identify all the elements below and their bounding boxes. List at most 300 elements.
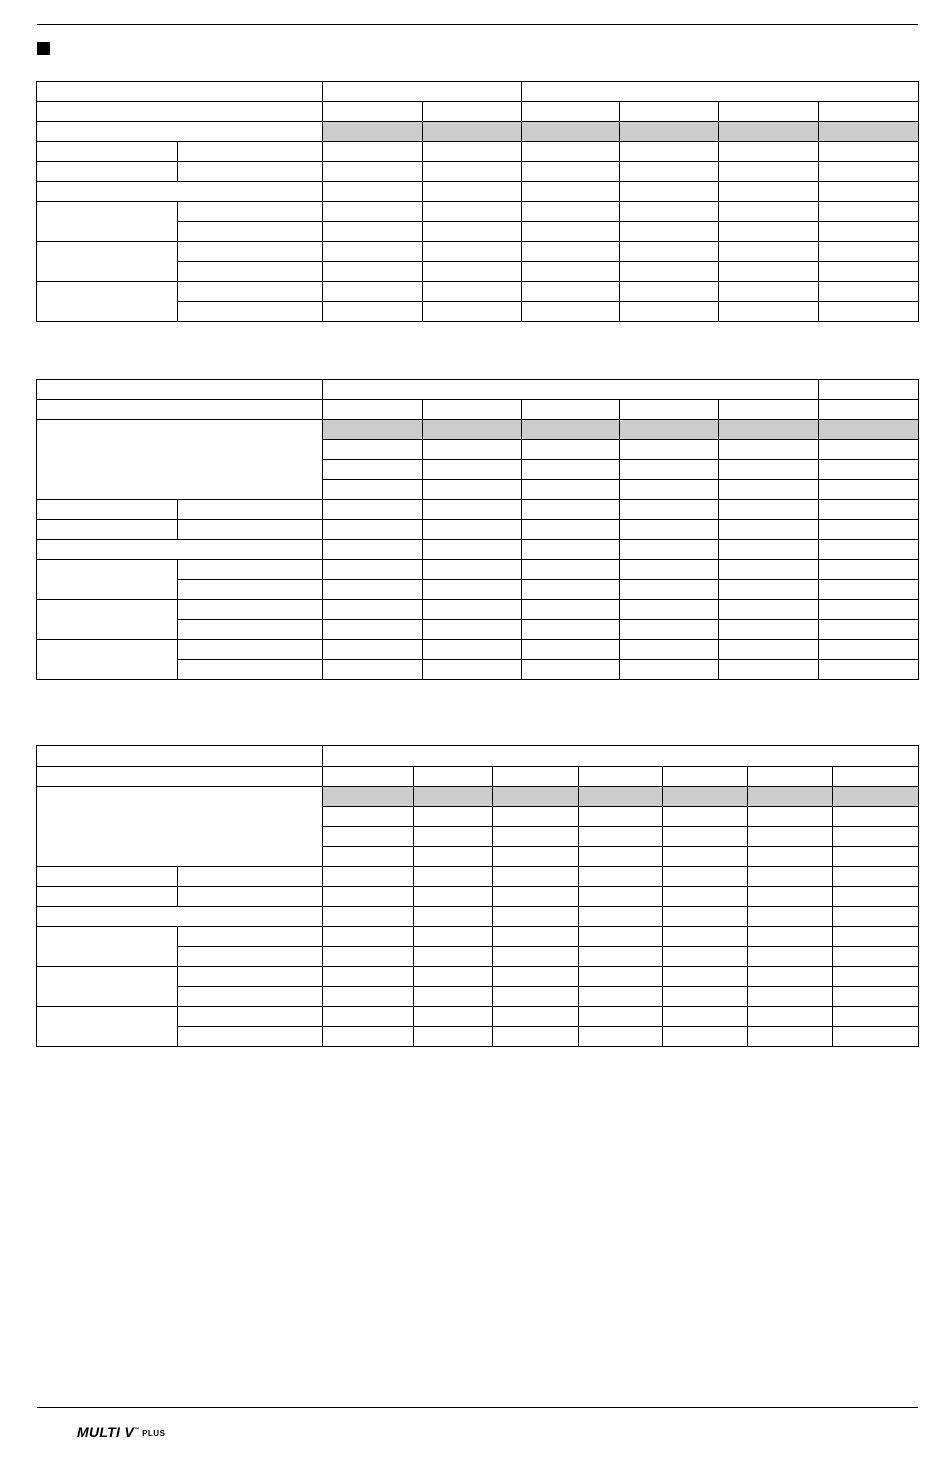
table-row: [37, 560, 919, 580]
table-cell: [819, 182, 919, 202]
table-cell-shaded: [323, 420, 423, 440]
table-cell: [620, 440, 719, 460]
table-cell: [663, 967, 748, 987]
table-cell: [323, 560, 423, 580]
table-cell: [620, 102, 719, 122]
table-cell: [414, 967, 493, 987]
table-cell: [423, 202, 522, 222]
table-cell: [414, 887, 493, 907]
table-cell: [323, 182, 423, 202]
table-cell: [719, 540, 819, 560]
table-row: [37, 380, 919, 400]
table-cell: [37, 82, 323, 102]
table-cell: [620, 242, 719, 262]
table-cell: [819, 202, 919, 222]
table-cell: [423, 600, 522, 620]
table-cell: [37, 400, 323, 420]
table-row: [37, 927, 919, 947]
table-cell: [719, 460, 819, 480]
table-cell: [423, 142, 522, 162]
table-cell: [663, 827, 748, 847]
table-cell: [37, 520, 178, 540]
table-cell: [819, 540, 919, 560]
table-cell: [522, 560, 620, 580]
table-cell: [819, 620, 919, 640]
table-cell: [719, 202, 819, 222]
table-cell: [833, 867, 919, 887]
table-cell: [37, 540, 323, 560]
table-cell: [719, 400, 819, 420]
table-cell: [323, 807, 414, 827]
table-cell: [819, 102, 919, 122]
table-cell: [493, 827, 579, 847]
table-cell: [620, 262, 719, 282]
table-cell: [663, 1007, 748, 1027]
table-cell: [37, 746, 323, 767]
table-cell: [414, 847, 493, 867]
table-cell: [37, 182, 323, 202]
table-cell: [819, 500, 919, 520]
table-row: [37, 400, 919, 420]
table-cell: [579, 967, 663, 987]
table-cell: [493, 767, 579, 787]
table-cell: [748, 867, 833, 887]
table-cell: [819, 600, 919, 620]
table-cell: [493, 867, 579, 887]
table-cell: [178, 620, 323, 640]
table-cell: [522, 440, 620, 460]
table-cell: [819, 460, 919, 480]
table-cell: [423, 302, 522, 322]
table-cell: [37, 787, 323, 867]
table-cell: [719, 600, 819, 620]
table-cell-shaded: [819, 122, 919, 142]
table-row: [37, 82, 919, 102]
table-cell: [663, 887, 748, 907]
table-cell: [620, 142, 719, 162]
table-cell: [719, 660, 819, 680]
table-cell-shaded: [719, 420, 819, 440]
table-cell: [719, 480, 819, 500]
table-cell: [522, 202, 620, 222]
table-cell: [37, 122, 323, 142]
table-cell: [663, 767, 748, 787]
table-cell: [719, 242, 819, 262]
table-cell: [493, 807, 579, 827]
table-cell: [493, 967, 579, 987]
table-cell-shaded: [522, 122, 620, 142]
table-cell: [522, 580, 620, 600]
table-cell: [423, 540, 522, 560]
table-cell: [178, 580, 323, 600]
table-cell: [37, 102, 323, 122]
table-cell: [414, 767, 493, 787]
table-cell: [620, 302, 719, 322]
table-row: [37, 746, 919, 767]
table-cell: [323, 947, 414, 967]
table-cell: [522, 460, 620, 480]
table-row: [37, 142, 919, 162]
table-cell: [522, 242, 620, 262]
table-row: [37, 202, 919, 222]
table-cell: [719, 560, 819, 580]
table-cell: [663, 927, 748, 947]
table-cell: [37, 967, 178, 1007]
table-cell: [423, 162, 522, 182]
brand-trademark: ™: [134, 1427, 140, 1433]
table-row: [37, 500, 919, 520]
table-cell-shaded: [748, 787, 833, 807]
table-cell: [719, 500, 819, 520]
table-cell-shaded: [620, 122, 719, 142]
table-cell: [178, 600, 323, 620]
table-row: [37, 907, 919, 927]
table-cell: [663, 847, 748, 867]
table-cell: [323, 1027, 414, 1047]
table-cell: [620, 162, 719, 182]
table-cell: [414, 947, 493, 967]
table-cell: [620, 460, 719, 480]
table-cell: [819, 440, 919, 460]
table-cell: [620, 500, 719, 520]
table-cell: [423, 282, 522, 302]
table-cell: [37, 242, 178, 282]
table-cell-shaded: [663, 787, 748, 807]
table-cell: [323, 620, 423, 640]
table-cell: [748, 827, 833, 847]
table-cell: [833, 967, 919, 987]
table-cell: [819, 520, 919, 540]
table-cell: [323, 1007, 414, 1027]
table-cell: [323, 600, 423, 620]
table-cell: [833, 1007, 919, 1027]
table-cell: [37, 560, 178, 600]
table-cell-shaded: [579, 787, 663, 807]
table-cell: [323, 907, 414, 927]
table-cell: [178, 262, 323, 282]
table-cell: [620, 560, 719, 580]
section-bullet-icon: [37, 42, 50, 55]
table-row: [37, 162, 919, 182]
table-cell: [178, 302, 323, 322]
table-cell: [719, 580, 819, 600]
table-cell: [522, 620, 620, 640]
table-cell: [414, 827, 493, 847]
footer-rule: [37, 1407, 918, 1408]
table-cell: [748, 767, 833, 787]
table-cell: [748, 947, 833, 967]
table-cell: [323, 282, 423, 302]
table-cell: [493, 907, 579, 927]
table-cell: [522, 102, 620, 122]
table-row: [37, 102, 919, 122]
table-cell: [37, 380, 323, 400]
table-cell: [323, 400, 423, 420]
table-cell: [493, 1027, 579, 1047]
table-row: [37, 640, 919, 660]
table-cell: [620, 660, 719, 680]
table-cell-shaded: [620, 420, 719, 440]
table-cell: [522, 640, 620, 660]
table-cell: [663, 807, 748, 827]
table-cell: [719, 620, 819, 640]
table-cell: [323, 302, 423, 322]
table-cell: [323, 967, 414, 987]
table-cell: [178, 520, 323, 540]
table-cell: [748, 987, 833, 1007]
table-cell: [833, 907, 919, 927]
table-cell: [178, 660, 323, 680]
table-cell: [819, 302, 919, 322]
table-cell-shaded: [833, 787, 919, 807]
table-cell: [522, 182, 620, 202]
table-cell: [522, 660, 620, 680]
table-cell: [833, 767, 919, 787]
table-cell: [37, 202, 178, 242]
table-cell: [833, 1027, 919, 1047]
table-cell: [37, 1007, 178, 1047]
table-cell: [819, 262, 919, 282]
table-cell-shaded: [522, 420, 620, 440]
table-cell: [423, 580, 522, 600]
table-cell-shaded: [323, 122, 423, 142]
table-cell: [748, 887, 833, 907]
table-cell: [819, 222, 919, 242]
brand-plus-text: PLUS: [142, 1429, 166, 1438]
table-cell: [493, 947, 579, 967]
table-cell: [37, 907, 323, 927]
table-cell: [719, 222, 819, 242]
table-cell: [719, 640, 819, 660]
table-cell: [178, 987, 323, 1007]
table-cell: [663, 987, 748, 1007]
table-cell: [663, 1027, 748, 1047]
table-cell: [323, 927, 414, 947]
table-cell: [323, 827, 414, 847]
table-cell: [579, 907, 663, 927]
table-cell: [663, 947, 748, 967]
table-cell: [423, 222, 522, 242]
table-cell: [423, 620, 522, 640]
table-cell-shaded: [423, 420, 522, 440]
table-cell: [620, 520, 719, 540]
table-cell: [37, 867, 178, 887]
brand-logo: [77, 1423, 217, 1439]
table-cell-shaded: [323, 787, 414, 807]
table-cell: [323, 640, 423, 660]
table-cell: [719, 302, 819, 322]
table-cell: [493, 927, 579, 947]
table-cell: [493, 887, 579, 907]
table-row: [37, 540, 919, 560]
spec-table-1: [36, 81, 919, 322]
table-cell: [178, 1027, 323, 1047]
table-cell: [178, 867, 323, 887]
table-cell: [522, 282, 620, 302]
table-cell: [833, 987, 919, 1007]
table-cell: [323, 987, 414, 1007]
table-cell: [819, 282, 919, 302]
table-cell: [323, 162, 423, 182]
table-cell: [37, 282, 178, 322]
table-cell: [522, 400, 620, 420]
table-cell: [620, 182, 719, 202]
table-cell: [522, 262, 620, 282]
table-cell: [323, 222, 423, 242]
spec-table-3: [36, 745, 919, 1047]
table-cell: [414, 1007, 493, 1027]
table-cell: [819, 560, 919, 580]
table-cell: [323, 262, 423, 282]
spec-table-2: [36, 379, 919, 680]
table-cell-shaded: [423, 122, 522, 142]
table-cell: [579, 827, 663, 847]
table-cell: [833, 847, 919, 867]
table-cell: [719, 282, 819, 302]
table-cell: [522, 302, 620, 322]
table-cell: [579, 947, 663, 967]
table-cell: [719, 102, 819, 122]
table-row: [37, 887, 919, 907]
table-cell: [178, 222, 323, 242]
table-cell: [620, 222, 719, 242]
table-cell: [323, 520, 423, 540]
table-cell-shaded: [414, 787, 493, 807]
table-cell: [178, 202, 323, 222]
table-cell: [37, 500, 178, 520]
table-cell: [323, 242, 423, 262]
table-row: [37, 182, 919, 202]
table-row: [37, 867, 919, 887]
table-cell: [620, 600, 719, 620]
table-cell: [579, 867, 663, 887]
brand-main-text: MULTI V: [77, 1424, 135, 1440]
table-cell: [423, 500, 522, 520]
table-cell: [323, 480, 423, 500]
table-cell: [522, 600, 620, 620]
table-cell: [423, 242, 522, 262]
table-cell: [178, 242, 323, 262]
table-cell: [819, 480, 919, 500]
table-cell: [620, 202, 719, 222]
table-cell: [423, 182, 522, 202]
table-cell: [178, 162, 323, 182]
table-cell: [37, 887, 178, 907]
table-cell: [833, 887, 919, 907]
table-cell: [178, 640, 323, 660]
table-cell: [719, 262, 819, 282]
table-cell: [323, 82, 522, 102]
table-cell: [620, 620, 719, 640]
table-cell: [620, 580, 719, 600]
table-cell: [493, 847, 579, 867]
table-cell: [178, 947, 323, 967]
table-cell: [522, 82, 919, 102]
table-cell: [323, 887, 414, 907]
table-cell: [579, 927, 663, 947]
table-cell: [748, 1007, 833, 1027]
table-cell: [323, 102, 423, 122]
table-cell: [579, 887, 663, 907]
table-cell: [748, 847, 833, 867]
table-cell: [323, 202, 423, 222]
table-cell: [620, 282, 719, 302]
table-cell: [423, 520, 522, 540]
table-cell: [579, 987, 663, 1007]
table-cell: [323, 460, 423, 480]
table-cell: [579, 767, 663, 787]
table-row: [37, 420, 919, 440]
table-cell: [178, 1007, 323, 1027]
table-cell: [323, 142, 423, 162]
table-cell: [178, 967, 323, 987]
table-cell: [423, 480, 522, 500]
table-cell: [522, 480, 620, 500]
table-cell: [37, 640, 178, 680]
table-cell: [178, 887, 323, 907]
table-cell: [522, 222, 620, 242]
table-row: [37, 787, 919, 807]
table-cell: [37, 420, 323, 500]
table-cell: [522, 162, 620, 182]
table-cell: [819, 142, 919, 162]
table-cell: [522, 540, 620, 560]
table-cell: [423, 400, 522, 420]
table-cell: [819, 400, 919, 420]
table-cell: [748, 967, 833, 987]
table-cell: [748, 927, 833, 947]
table-row: [37, 242, 919, 262]
table-cell-shaded: [493, 787, 579, 807]
table-cell: [748, 907, 833, 927]
table-cell: [423, 440, 522, 460]
table-cell: [620, 400, 719, 420]
table-cell: [748, 1027, 833, 1047]
table-cell: [323, 440, 423, 460]
table-cell: [663, 867, 748, 887]
table-cell: [323, 540, 423, 560]
table-row: [37, 1007, 919, 1027]
table-cell: [620, 540, 719, 560]
table-cell: [178, 927, 323, 947]
table-row: [37, 520, 919, 540]
table-cell: [819, 380, 919, 400]
table-cell: [323, 746, 919, 767]
table-cell: [579, 1027, 663, 1047]
table-cell: [323, 500, 423, 520]
table-cell: [323, 767, 414, 787]
table-cell: [323, 380, 819, 400]
table-row: [37, 600, 919, 620]
table-cell: [719, 182, 819, 202]
table-cell: [719, 142, 819, 162]
table-cell: [522, 500, 620, 520]
table-cell: [579, 847, 663, 867]
table-cell: [178, 282, 323, 302]
table-row: [37, 282, 919, 302]
table-cell: [414, 867, 493, 887]
table-cell: [819, 580, 919, 600]
table-cell: [414, 927, 493, 947]
table-cell: [37, 927, 178, 967]
table-cell: [833, 947, 919, 967]
table-cell: [323, 580, 423, 600]
table-cell: [579, 807, 663, 827]
table-cell: [414, 907, 493, 927]
table-row: [37, 767, 919, 787]
table-cell: [178, 142, 323, 162]
table-cell: [178, 560, 323, 580]
